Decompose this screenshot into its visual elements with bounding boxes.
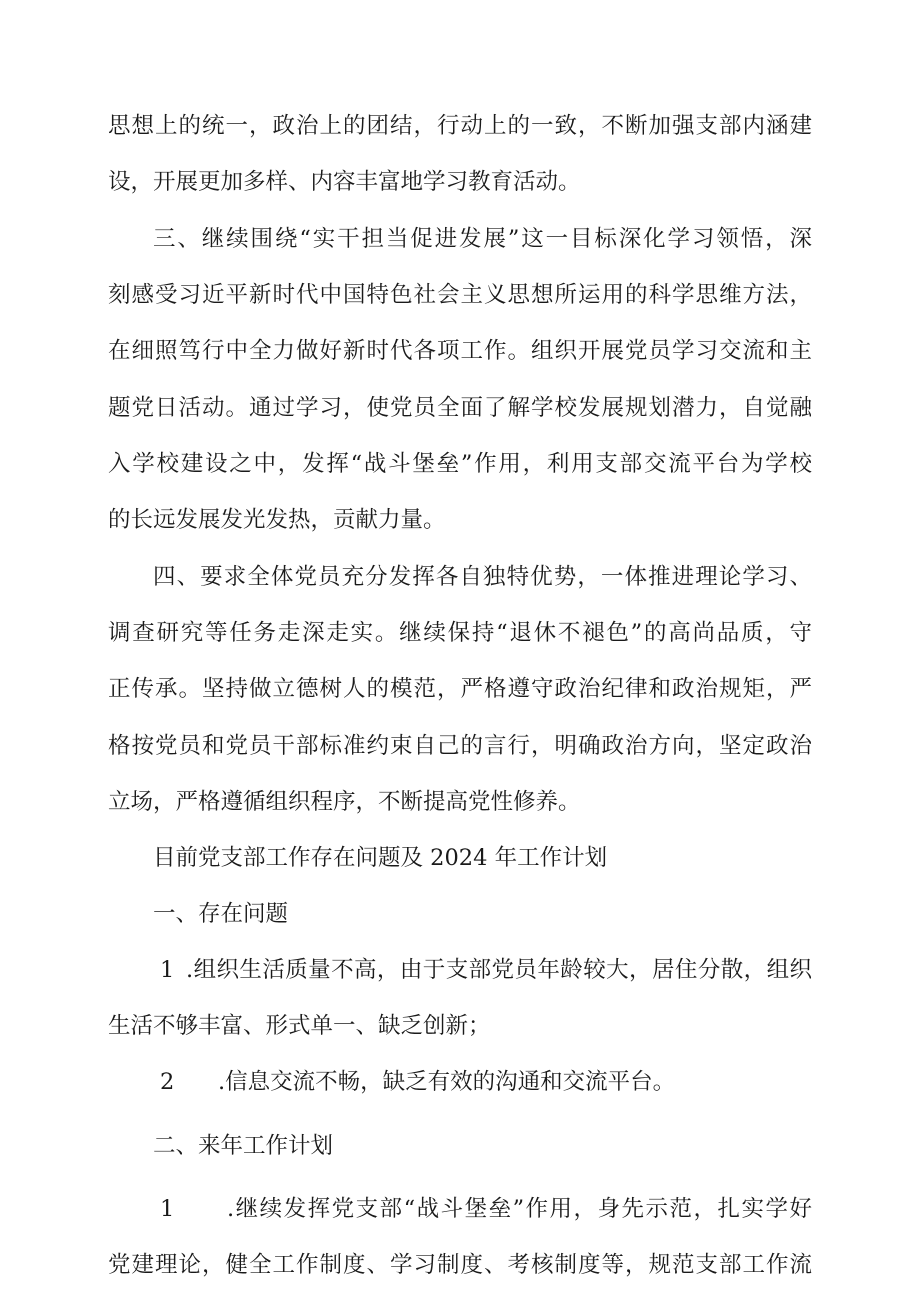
paragraph-line: 入学校建设之中，发挥“战斗堡垒”作用，利用支部交流平台为学校 [108, 451, 812, 477]
paragraph-line: 刻感受习近平新时代中国特色社会主义思想所运用的科学思维方法， [108, 282, 812, 308]
paragraph-line: 三、继续围绕“实干担当促进发展”这一目标深化学习领悟，深 [153, 226, 812, 252]
paragraph-line: 的长远发展发光发热，贡献力量。 [108, 507, 446, 533]
paragraph-line: 立场，严格遵循组织程序，不断提高党性修养。 [108, 789, 581, 815]
list-item-number: 1 [160, 1196, 175, 1222]
section-title: 目前党支部工作存在问题及 2024 年工作计划 [153, 845, 608, 871]
list-item-text: .组织生活质量不高，由于支部党员年龄较大，居住分散，组织 [186, 957, 812, 983]
list-item-text: 党建理论，健全工作制度、学习制度、考核制度等，规范支部工作流 [108, 1252, 812, 1278]
list-item-text: .继续发挥党支部“战斗堡垒”作用，身先示范，扎实学好 [227, 1196, 812, 1222]
paragraph-line: 题党日活动。通过学习，使党员全面了解学校发展规划潜力，自觉融 [108, 395, 812, 421]
paragraph-line: 格按党员和党员干部标准约束自己的言行，明确政治方向，坚定政治 [108, 733, 812, 759]
paragraph-line: 正传承。坚持做立德树人的模范，严格遵守政治纪律和政治规矩，严 [108, 676, 812, 702]
heading-problems: 一、存在问题 [153, 901, 289, 927]
paragraph-line: 思想上的统一，政治上的团结，行动上的一致，不断加强支部内涵建 [108, 113, 812, 139]
list-item-number: 2 [160, 1069, 175, 1095]
list-item-text: .信息交流不畅，缺乏有效的沟通和交流平台。 [218, 1069, 676, 1095]
heading-next-year-plan: 二、来年工作计划 [153, 1133, 334, 1159]
paragraph-line: 在细照笃行中全力做好新时代各项工作。组织开展党员学习交流和主 [108, 338, 812, 364]
list-item-text: 生活不够丰富、形式单一、缺乏创新； [108, 1013, 491, 1039]
paragraph-line: 设，开展更加多样、内容丰富地学习教育活动。 [108, 169, 581, 195]
list-item-number: 1 [160, 957, 175, 983]
paragraph-line: 调查研究等任务走深走实。继续保持“退休不褪色”的高尚品质，守 [108, 620, 812, 646]
paragraph-line: 四、要求全体党员充分发挥各自独特优势，一体推进理论学习、 [153, 564, 812, 590]
